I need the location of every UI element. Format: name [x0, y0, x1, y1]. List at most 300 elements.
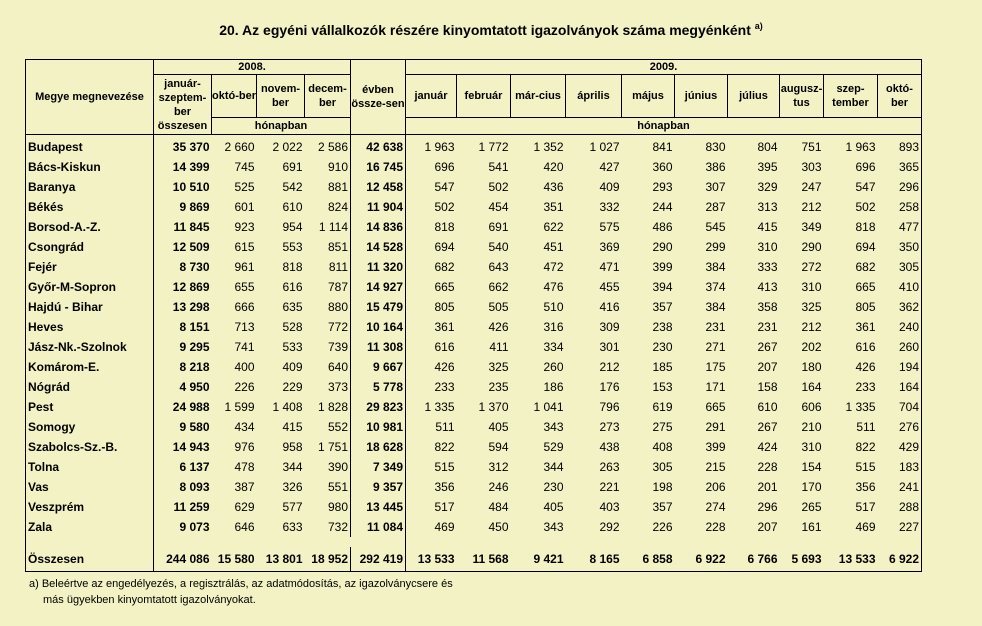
table-cell: 6 922 [675, 547, 728, 572]
table-cell: 2 586 [317, 140, 348, 154]
table-cell: 4 950 [179, 380, 210, 394]
table-cell: 344 [543, 460, 564, 474]
county-name: Heves [26, 317, 154, 337]
table-cell: 180 [801, 360, 822, 374]
table-cell: 207 [757, 520, 778, 534]
table-cell: 1 828 [317, 400, 348, 414]
table-cell: 704 [878, 397, 922, 417]
header-mar: már-cius [511, 75, 566, 118]
table-cell: 356 [855, 480, 876, 494]
county-name: Fejér [26, 257, 154, 277]
table-cell: 343 [543, 420, 564, 434]
table-cell: 399 [705, 440, 726, 454]
table-cell: 362 [878, 297, 922, 317]
table-cell: 384 [705, 260, 726, 274]
table-cell: 822 [855, 440, 876, 454]
table-cell: 529 [543, 440, 564, 454]
table-cell: 451 [543, 240, 564, 254]
table-cell: 246 [488, 480, 509, 494]
county-name: Zala [26, 517, 154, 537]
table-cell: 11 308 [351, 337, 406, 357]
table-row [26, 277, 922, 297]
header-sep: szep-tember [824, 75, 878, 118]
table-cell: 405 [488, 420, 509, 434]
table-cell: 9 073 [179, 520, 210, 534]
table-cell: 976 [234, 440, 255, 454]
table-row [26, 517, 922, 537]
table-cell: 287 [705, 200, 726, 214]
table-cell: 694 [855, 240, 876, 254]
table-cell: 10 981 [351, 417, 406, 437]
table-cell: 361 [434, 320, 455, 334]
spacer-cell [622, 537, 675, 547]
table-cell: 616 [434, 340, 455, 354]
table-cell: 301 [599, 340, 620, 354]
table-cell: 640 [327, 360, 348, 374]
table-cell: 241 [878, 477, 922, 497]
table-cell: 356 [434, 480, 455, 494]
table-cell: 665 [434, 280, 455, 294]
table-cell: 694 [434, 240, 455, 254]
county-name: Szabolcs-Sz.-B. [26, 437, 154, 457]
table-cell: 961 [234, 260, 255, 274]
county-name: Baranya [26, 177, 154, 197]
table-cell: 416 [599, 300, 620, 314]
header-oct-2008: októ-ber [212, 75, 257, 118]
table-cell: 15 580 [212, 547, 257, 572]
table-cell: 851 [327, 240, 348, 254]
table-cell: 622 [543, 220, 564, 234]
table-cell: 210 [801, 420, 822, 434]
table-row [26, 437, 922, 457]
table-cell: 796 [599, 400, 620, 414]
table-cell: 6 137 [179, 460, 210, 474]
table-row [26, 257, 922, 277]
table-cell: 202 [801, 340, 822, 354]
header-year-total: évben össze-sen [351, 60, 406, 135]
table-cell: 954 [282, 220, 303, 234]
table-cell: 409 [282, 360, 303, 374]
table-cell: 12 509 [172, 240, 210, 254]
table-cell: 880 [327, 300, 348, 314]
table-row [26, 337, 922, 357]
table-cell: 14 927 [351, 277, 406, 297]
table-cell: 291 [705, 420, 726, 434]
title-footnote-mark: a) [754, 21, 763, 31]
table-cell: 818 [282, 260, 303, 274]
header-may: május [622, 75, 675, 118]
county-name: Budapest [26, 135, 154, 158]
table-cell: 9 580 [179, 420, 210, 434]
table-cell: 616 [282, 280, 303, 294]
table-cell: 682 [434, 260, 455, 274]
table-row [26, 397, 922, 417]
table-cell: 541 [488, 160, 509, 174]
table-cell: 403 [599, 500, 620, 514]
table-cell: 713 [234, 320, 255, 334]
data-table [25, 59, 922, 572]
total-row [26, 547, 922, 572]
table-cell: 511 [856, 420, 876, 434]
table-cell: 455 [599, 280, 620, 294]
spacer-cell [566, 537, 622, 547]
table-cell: 830 [705, 140, 726, 154]
table-cell: 818 [855, 220, 876, 234]
county-name: Győr-M-Sopron [26, 277, 154, 297]
table-cell: 682 [855, 260, 876, 274]
header-aug: augusz-tus [780, 75, 824, 118]
table-cell: 415 [757, 220, 778, 234]
table-cell: 13 801 [257, 547, 305, 572]
table-cell: 164 [878, 377, 922, 397]
table-cell: 666 [234, 300, 255, 314]
table-cell: 183 [878, 457, 922, 477]
table-cell: 276 [878, 417, 922, 437]
table-cell: 958 [282, 440, 303, 454]
table-cell: 12 869 [172, 280, 210, 294]
table-row [26, 177, 922, 197]
spacer-cell [351, 537, 406, 547]
table-cell: 307 [705, 180, 726, 194]
table-cell: 8 151 [179, 320, 210, 334]
table-cell: 360 [652, 160, 673, 174]
table-cell: 691 [488, 220, 509, 234]
table-cell: 265 [801, 500, 822, 514]
table-cell: 420 [543, 160, 564, 174]
table-cell: 643 [488, 260, 509, 274]
table-cell: 233 [434, 380, 455, 394]
table-cell: 333 [757, 260, 778, 274]
table-cell: 511 [435, 420, 455, 434]
table-cell: 215 [705, 460, 726, 474]
table-cell: 238 [652, 320, 673, 334]
table-cell: 822 [434, 440, 455, 454]
table-cell: 161 [801, 520, 822, 534]
table-cell: 267 [757, 340, 778, 354]
table-cell: 171 [705, 380, 726, 394]
table-cell: 18 628 [351, 437, 406, 457]
table-cell: 577 [282, 500, 303, 514]
county-name: Békés [26, 197, 154, 217]
table-row [26, 497, 922, 517]
table-cell: 258 [878, 197, 922, 217]
table-cell: 426 [488, 320, 509, 334]
table-row [26, 297, 922, 317]
table-cell: 551 [327, 480, 348, 494]
table-cell: 478 [234, 460, 255, 474]
table-cell: 271 [705, 340, 726, 354]
table-cell: 655 [234, 280, 255, 294]
county-name: Csongrád [26, 237, 154, 257]
county-name: Vas [26, 477, 154, 497]
table-cell: 8 165 [566, 547, 622, 572]
spacer-cell [511, 537, 566, 547]
table-cell: 176 [599, 380, 620, 394]
table-cell: 394 [652, 280, 673, 294]
table-cell: 305 [878, 257, 922, 277]
table-cell: 426 [434, 360, 455, 374]
table-cell: 691 [282, 160, 303, 174]
table-cell: 426 [855, 360, 876, 374]
table-cell: 606 [801, 400, 822, 414]
table-cell: 290 [652, 240, 673, 254]
title-text: 20. Az egyéni vállalkozók részére kinyomtatott igazolványok száma megyénként [219, 22, 751, 38]
table-cell: 824 [327, 200, 348, 214]
table-cell: 198 [652, 480, 673, 494]
table-cell: 18 952 [305, 547, 351, 572]
table-row [26, 237, 922, 257]
table-cell: 357 [652, 500, 673, 514]
spacer-cell [26, 537, 154, 547]
spacer-cell [305, 537, 351, 547]
table-cell: 384 [705, 300, 726, 314]
table-cell: 1 352 [533, 140, 564, 154]
table-cell: 244 [652, 200, 673, 214]
table-cell: 310 [801, 280, 822, 294]
table-cell: 484 [488, 500, 509, 514]
table-cell: 665 [705, 400, 726, 414]
table-cell: 235 [488, 380, 509, 394]
table-cell: 226 [652, 520, 673, 534]
table-cell: 469 [855, 520, 876, 534]
table-cell: 212 [599, 360, 620, 374]
table-cell: 696 [434, 160, 455, 174]
table-cell: 361 [855, 320, 876, 334]
table-cell: 164 [801, 380, 822, 394]
table-cell: 2 022 [272, 140, 303, 154]
table-cell: 804 [757, 140, 778, 154]
table-cell: 411 [489, 340, 509, 354]
table-cell: 206 [705, 480, 726, 494]
table-cell: 805 [434, 300, 455, 314]
table-cell: 1 408 [272, 400, 303, 414]
table-cell: 10 164 [351, 317, 406, 337]
table-cell: 395 [757, 160, 778, 174]
table-cell: 9 869 [179, 200, 210, 214]
table-cell: 450 [488, 520, 509, 534]
table-cell: 343 [543, 520, 564, 534]
table-cell: 8 093 [179, 480, 210, 494]
table-cell: 410 [878, 277, 922, 297]
table-cell: 13 445 [351, 497, 406, 517]
table-cell: 517 [434, 500, 455, 514]
table-cell: 309 [599, 320, 620, 334]
table-cell: 267 [757, 420, 778, 434]
table-cell: 357 [652, 300, 673, 314]
header-jul: július [728, 75, 780, 118]
table-cell: 13 298 [172, 300, 210, 314]
table-cell: 11 845 [173, 220, 210, 234]
table-cell: 1 335 [845, 400, 876, 414]
table-cell: 369 [599, 240, 620, 254]
county-name: Jász-Nk.-Szolnok [26, 337, 154, 357]
table-cell: 313 [757, 200, 778, 214]
table-cell: 186 [543, 380, 564, 394]
table-cell: 413 [757, 280, 778, 294]
table-cell: 350 [878, 237, 922, 257]
table-cell: 14 943 [172, 440, 210, 454]
spacer-cell [212, 537, 257, 547]
table-cell: 42 638 [351, 135, 406, 158]
table-cell: 390 [327, 460, 348, 474]
header-oct-2009: októ-ber [878, 75, 922, 118]
county-name: Nógrád [26, 377, 154, 397]
table-cell: 373 [327, 380, 348, 394]
header-dec-2008: decem-ber [305, 75, 351, 118]
header-year-2008: 2008. [154, 60, 351, 75]
table-cell: 326 [282, 480, 303, 494]
table-cell: 610 [757, 400, 778, 414]
table-cell: 646 [234, 520, 255, 534]
table-cell: 14 399 [172, 160, 210, 174]
table-cell: 552 [327, 420, 348, 434]
table-row [26, 317, 922, 337]
table-cell: 201 [757, 480, 778, 494]
table-cell: 12 458 [351, 177, 406, 197]
table-cell: 233 [855, 380, 876, 394]
spacer-cell [824, 537, 878, 547]
table-cell: 434 [234, 420, 255, 434]
spacer-cell [154, 537, 212, 547]
table-cell: 739 [327, 340, 348, 354]
table-cell: 207 [757, 360, 778, 374]
table-cell: 601 [234, 200, 255, 214]
table-cell: 476 [543, 280, 564, 294]
table-cell: 502 [855, 200, 876, 214]
table-cell: 292 419 [351, 547, 406, 572]
table-cell: 6 922 [878, 547, 922, 572]
table-row [26, 135, 922, 158]
footnote-line-2: más ügyekben kinyomtatott igazolványokat. [43, 594, 256, 606]
table-cell: 424 [757, 440, 778, 454]
county-name: Tolna [26, 457, 154, 477]
table-cell: 741 [234, 340, 255, 354]
table-cell: 6 858 [622, 547, 675, 572]
table-cell: 292 [599, 520, 620, 534]
table-cell: 5 778 [351, 377, 406, 397]
table-cell: 6 766 [728, 547, 780, 572]
table-cell: 351 [543, 200, 564, 214]
table-title [0, 21, 982, 38]
table-cell: 185 [652, 360, 673, 374]
table-cell: 696 [855, 160, 876, 174]
table-cell: 438 [599, 440, 620, 454]
table-cell: 1 027 [589, 140, 620, 154]
table-cell: 515 [855, 460, 876, 474]
table-cell: 787 [327, 280, 348, 294]
spacer-cell [728, 537, 780, 547]
table-cell: 8 218 [179, 360, 210, 374]
table-cell: 263 [599, 460, 620, 474]
table-cell: 477 [878, 217, 922, 237]
table-cell: 1 751 [317, 440, 348, 454]
table-cell: 427 [599, 160, 620, 174]
table-cell: 226 [234, 380, 255, 394]
table-cell: 594 [488, 440, 509, 454]
table-cell: 244 086 [154, 547, 212, 572]
table-cell: 274 [705, 500, 726, 514]
county-name: Veszprém [26, 497, 154, 517]
spacer-cell [406, 537, 457, 547]
table-cell: 229 [282, 380, 303, 394]
table-cell: 1 041 [533, 400, 564, 414]
spacer-cell [675, 537, 728, 547]
table-cell: 472 [543, 260, 564, 274]
table-cell: 9 667 [351, 357, 406, 377]
header-year-2009: 2009. [406, 60, 922, 75]
table-cell: 334 [543, 340, 564, 354]
county-name: Hajdú - Bihar [26, 297, 154, 317]
table-cell: 772 [327, 320, 348, 334]
table-cell: 11 568 [457, 547, 511, 572]
table-row [26, 457, 922, 477]
table-cell: 405 [543, 500, 564, 514]
table-body [26, 135, 922, 572]
table-cell: 1 599 [224, 400, 255, 414]
table-cell: 11 084 [351, 517, 406, 537]
table-cell: 387 [234, 480, 255, 494]
table-cell: 436 [543, 180, 564, 194]
table-cell: 312 [488, 460, 509, 474]
table-cell: 296 [878, 177, 922, 197]
table-cell: 732 [327, 520, 348, 534]
table-cell: 1 963 [845, 140, 876, 154]
table-cell: 751 [801, 140, 822, 154]
table-cell: 1 114 [318, 220, 348, 234]
table-cell: 260 [878, 337, 922, 357]
table-cell: 2 660 [224, 140, 255, 154]
table-cell: 400 [234, 360, 255, 374]
table-cell: 227 [878, 517, 922, 537]
table-cell: 469 [434, 520, 455, 534]
table-cell: 429 [878, 437, 922, 457]
table-cell: 533 [282, 340, 303, 354]
table-cell: 881 [327, 180, 348, 194]
spacer-cell [780, 537, 824, 547]
table-cell: 547 [434, 180, 455, 194]
table-cell: 344 [282, 460, 303, 474]
table-cell: 486 [652, 220, 673, 234]
county-name: Pest [26, 397, 154, 417]
table-cell: 517 [855, 500, 876, 514]
table-cell: 5 693 [780, 547, 824, 572]
table-cell: 154 [801, 460, 822, 474]
table-cell: 7 349 [351, 457, 406, 477]
table-cell: 260 [543, 360, 564, 374]
table-cell: 175 [705, 360, 726, 374]
header-jan-sep: január-szeptem-ber összesen [154, 75, 212, 135]
table-cell: 502 [488, 180, 509, 194]
table-cell: 805 [855, 300, 876, 314]
header-jun: június [675, 75, 728, 118]
table-cell: 616 [855, 340, 876, 354]
table-cell: 525 [234, 180, 255, 194]
table-cell: 35 370 [172, 140, 210, 154]
county-name: Komárom-E. [26, 357, 154, 377]
table-cell: 230 [543, 480, 564, 494]
table-cell: 290 [801, 240, 822, 254]
table-cell: 471 [599, 260, 620, 274]
table-cell: 374 [705, 280, 726, 294]
table-row [26, 357, 922, 377]
spacer-cell [878, 537, 922, 547]
header-county: Megye megnevezése [26, 60, 154, 135]
table-row [26, 377, 922, 397]
table-cell: 11 259 [173, 500, 210, 514]
table-cell: 358 [757, 300, 778, 314]
table-cell: 293 [652, 180, 673, 194]
table-cell: 635 [282, 300, 303, 314]
